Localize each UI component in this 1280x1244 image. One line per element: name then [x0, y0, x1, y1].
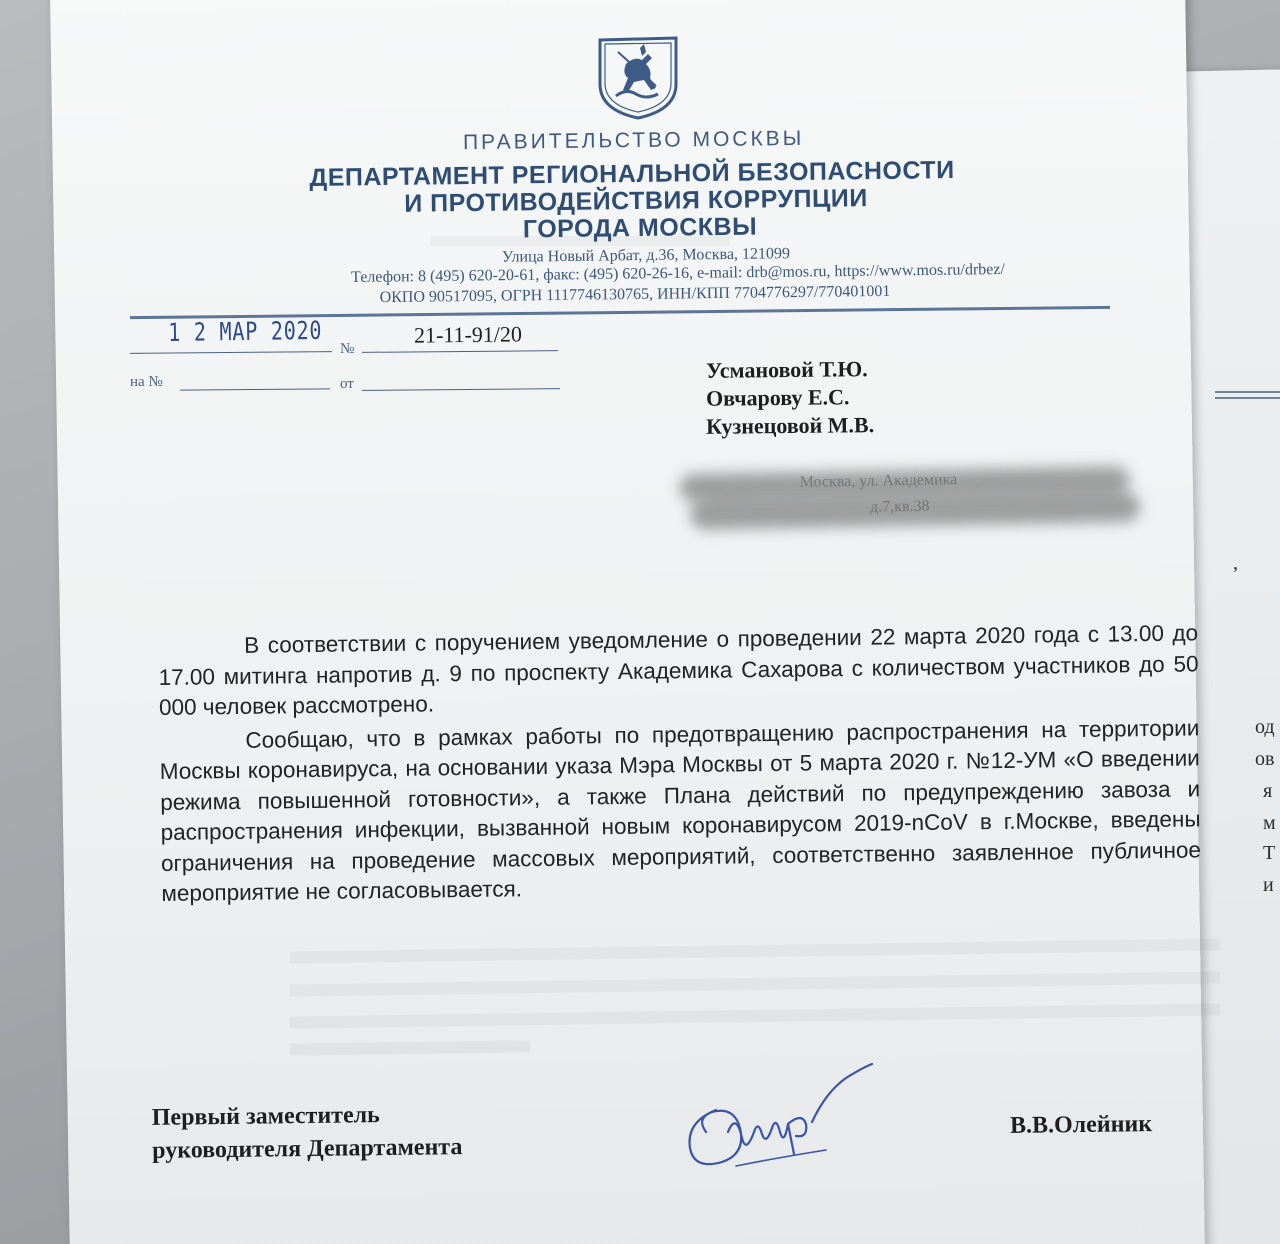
show-through-text: [290, 939, 1220, 964]
show-through-text: [290, 1004, 1220, 1029]
body-paragraph: Сообщаю, что в рамках работы по предотвращению распространения на территории Москвы коронавируса, на основании указа Мэра Москвы от 5 марта 2020 г. №12-УМ «О введении режима повышенной готовности», а также Плана действий по предупреждению завоза и распространения инфекции, вызванной новым коронавирусом 2019-nCoV в г.Москве, введены ограничения на проведение массовых мероприятий, соответственно заявленное публичное мероприятие не согласовывается.: [159, 714, 1202, 906]
signatory-title-line: Первый заместитель: [151, 1102, 380, 1131]
signatory-title: [152, 1098, 463, 1168]
body-paragraph: В соответствии с поручением уведомление о проведении 22 марта 2020 года с 13.00 до 17.00 митинга напротив д. 9 по проспекту Академика Сахарова с количеством участников до 50 000 человек рассмотрено.: [158, 620, 1199, 720]
reply-to-underline: [180, 388, 330, 390]
signatory-title-line: руководителя Департамента: [152, 1134, 463, 1164]
addressee-name: Кузнецовой М.В.: [705, 412, 875, 439]
underlying-sheet-fragment: од: [1255, 716, 1275, 738]
number-label: №: [340, 341, 355, 357]
underlying-sheet-fragment: я: [1263, 780, 1273, 802]
number-underline: [362, 350, 558, 353]
addressee-name: Овчарову Е.С.: [705, 384, 850, 411]
department-address: Улица Новый Арбат, д.36, Москва, 121099: [501, 245, 791, 266]
date-stamp: 1 2 МАР 2020: [168, 315, 323, 347]
letter-body: [158, 618, 1202, 912]
department-name-line: ГОРОДА МОСКВЫ: [522, 212, 758, 244]
department-registry-codes: ОКПО 90517095, ОГРН 1117746130765, ИНН/КПП 7704776297/770401001: [379, 282, 891, 307]
moscow-coat-of-arms-icon: [596, 34, 680, 120]
date-underline: [130, 351, 332, 354]
department-name-line: ДЕПАРТАМЕНТ РЕГИОНАЛЬНОЙ БЕЗОПАСНОСТИ: [309, 156, 955, 192]
department-name-line: И ПРОТИВОДЕЙСТВИЯ КОРРУПЦИИ: [404, 184, 868, 218]
underlying-sheet-fragment: Т: [1263, 842, 1276, 864]
redacted-address: [679, 462, 1140, 542]
show-through-text: [290, 1040, 530, 1055]
outgoing-number: 21-11-91/20: [413, 321, 523, 348]
underlying-sheet-fragment: и: [1263, 874, 1274, 896]
signatory-name: В.В.Олейник: [1009, 1111, 1153, 1139]
addressee-name: Усмановой Т.Ю.: [705, 356, 868, 383]
from-label: от: [340, 376, 354, 392]
department-contacts: Телефон: 8 (495) 620-20-61, факс: (495) 620-26-16, e-mail: drb@mos.ru, https://www.mos.ru/drbez/: [351, 261, 1005, 286]
from-underline: [362, 388, 560, 391]
redaction-blur: [690, 492, 1140, 530]
reply-to-label: на №: [130, 374, 163, 390]
underlying-sheet-fragment: м: [1263, 812, 1276, 834]
government-heading: ПРАВИТЕЛЬСТВО МОСКВЫ: [462, 126, 805, 155]
underlying-sheet-fragment: ,: [1233, 552, 1238, 574]
handwritten-signature: [676, 1062, 886, 1182]
underlying-sheet-fragment: ов: [1255, 748, 1275, 770]
show-through-text: [290, 972, 1220, 997]
